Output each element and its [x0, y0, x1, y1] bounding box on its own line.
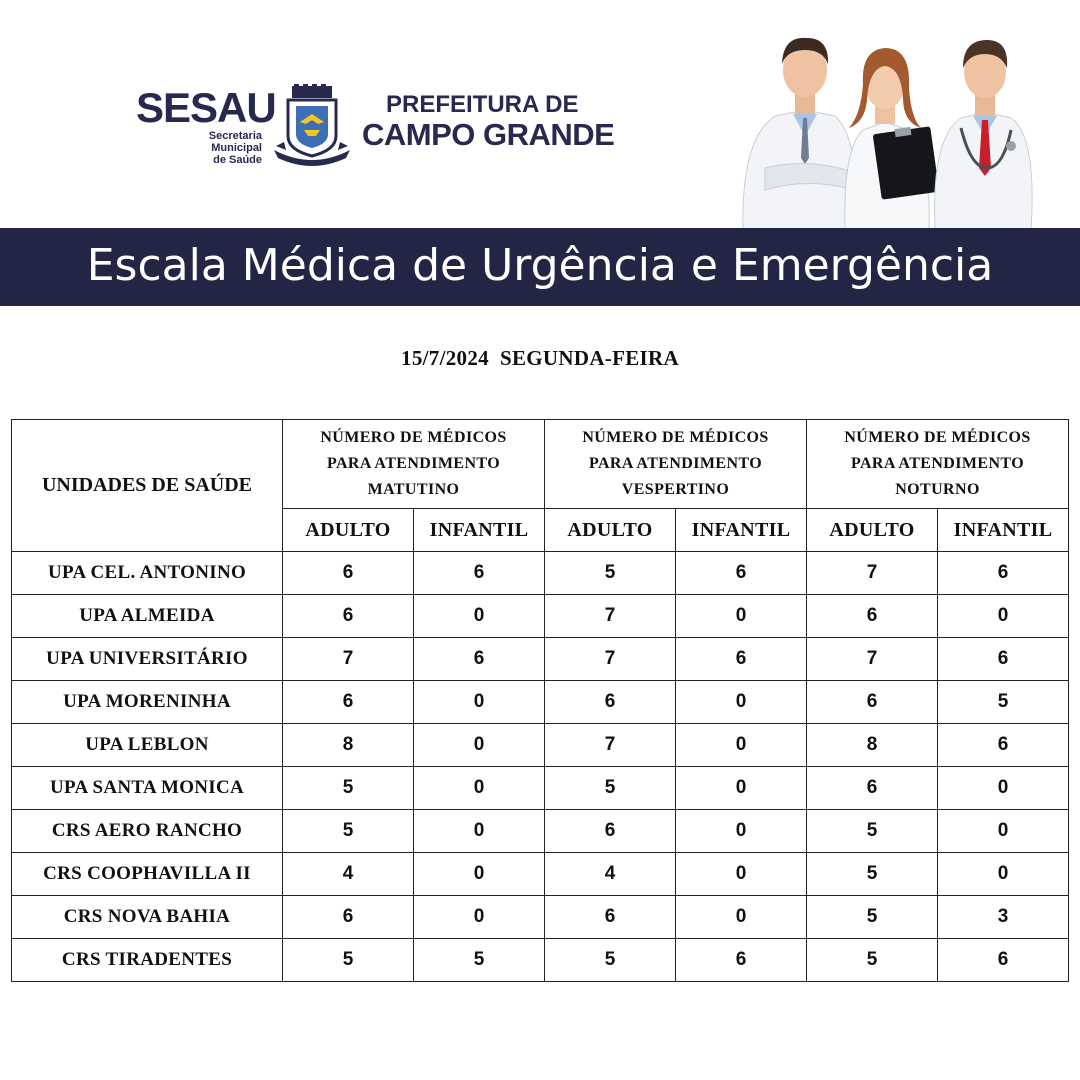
table-cell: 0	[414, 853, 545, 896]
sesau-subtitle	[160, 130, 262, 166]
table-cell: 7	[545, 724, 676, 767]
table-cell: 5	[807, 896, 938, 939]
group-header-line: PARA ATENDIMENTO	[588, 455, 763, 472]
table-row	[12, 595, 1069, 638]
table-cell: 6	[414, 552, 545, 595]
table-cell: 0	[938, 810, 1069, 853]
table-cell: 0	[676, 681, 807, 724]
table-cell: 5	[545, 552, 676, 595]
group-header-matutino	[283, 420, 545, 509]
unit-name: UPA LEBLON	[12, 724, 283, 767]
prefeitura-line1: PREFEITURA DE	[386, 91, 579, 118]
table-cell: 0	[414, 724, 545, 767]
unit-name: UPA SANTA MONICA	[12, 767, 283, 810]
group-header-vespertino	[545, 420, 807, 509]
table-cell: 0	[414, 681, 545, 724]
table-cell: 6	[938, 939, 1069, 982]
table-cell: 0	[676, 896, 807, 939]
prefeitura-logo	[362, 92, 614, 152]
schedule-table	[11, 419, 1069, 982]
unit-name: UPA CEL. ANTONINO	[12, 552, 283, 595]
table-cell: 6	[283, 595, 414, 638]
table-cell: 0	[938, 595, 1069, 638]
table-row	[12, 638, 1069, 681]
table-cell: 0	[676, 767, 807, 810]
table-cell: 6	[938, 638, 1069, 681]
sesau-subtitle-line2: de Saúde	[213, 154, 262, 166]
table-cell: 5	[545, 939, 676, 982]
table-cell: 6	[807, 595, 938, 638]
sub-header-infantil: INFANTIL	[938, 509, 1069, 552]
sub-header-adulto: ADULTO	[283, 509, 414, 552]
group-header-line: NOTURNO	[895, 481, 980, 498]
sub-header-infantil: INFANTIL	[414, 509, 545, 552]
sesau-subtitle-line1: Secretaria Municipal	[208, 130, 262, 154]
table-cell: 6	[807, 767, 938, 810]
unit-name: CRS NOVA BAHIA	[12, 896, 283, 939]
table-cell: 5	[807, 853, 938, 896]
page-title: Escala Médica de Urgência e Emergência	[86, 240, 994, 291]
table-cell: 6	[807, 681, 938, 724]
table-row	[12, 724, 1069, 767]
table-cell: 8	[807, 724, 938, 767]
group-header-noturno	[807, 420, 1069, 509]
table-cell: 5	[807, 810, 938, 853]
table-cell: 7	[545, 638, 676, 681]
table-cell: 5	[807, 939, 938, 982]
table-cell: 0	[414, 810, 545, 853]
schedule-date: 15/7/2024 SEGUNDA-FEIRA	[401, 346, 679, 370]
table-cell: 0	[676, 595, 807, 638]
table-row	[12, 552, 1069, 595]
table-cell: 0	[414, 595, 545, 638]
unit-name: UPA MORENINHA	[12, 681, 283, 724]
table-cell: 6	[676, 552, 807, 595]
table-cell: 5	[283, 939, 414, 982]
table-cell: 6	[283, 552, 414, 595]
table-cell: 4	[283, 853, 414, 896]
table-cell: 0	[676, 853, 807, 896]
table-cell: 6	[414, 638, 545, 681]
sub-header-infantil: INFANTIL	[676, 509, 807, 552]
table-row	[12, 939, 1069, 982]
table-header-row	[12, 420, 1069, 509]
page-header	[0, 0, 1080, 228]
table-cell: 6	[545, 896, 676, 939]
group-header-line: NÚMERO DE MÉDICOS	[582, 429, 769, 446]
unit-name: UPA UNIVERSITÁRIO	[12, 638, 283, 681]
table-cell: 0	[676, 724, 807, 767]
table-cell: 7	[545, 595, 676, 638]
table-row	[12, 810, 1069, 853]
unit-name: CRS AERO RANCHO	[12, 810, 283, 853]
group-header-line: PARA ATENDIMENTO	[850, 455, 1025, 472]
table-cell: 7	[283, 638, 414, 681]
table-row	[12, 896, 1069, 939]
table-cell: 7	[807, 552, 938, 595]
table-cell: 0	[938, 767, 1069, 810]
unit-name: CRS COOPHAVILLA II	[12, 853, 283, 896]
table-cell: 3	[938, 896, 1069, 939]
table-cell: 0	[938, 853, 1069, 896]
table-cell: 0	[676, 810, 807, 853]
doctors-photo	[735, 18, 1045, 230]
unit-name: UPA ALMEIDA	[12, 595, 283, 638]
sesau-logo-text: SESAU	[136, 84, 276, 131]
campo-grande-crest-icon	[272, 84, 352, 166]
table-cell: 6	[676, 939, 807, 982]
table-row	[12, 681, 1069, 724]
sesau-logo	[136, 84, 276, 166]
group-header-line: PARA ATENDIMENTO	[326, 455, 501, 472]
table-row	[12, 853, 1069, 896]
prefeitura-line2: CAMPO GRANDE	[362, 117, 615, 152]
table-cell: 5	[545, 767, 676, 810]
table-cell: 6	[283, 896, 414, 939]
table-cell: 6	[676, 638, 807, 681]
group-header-line: MATUTINO	[367, 481, 460, 498]
group-header-line: NÚMERO DE MÉDICOS	[320, 429, 507, 446]
unit-name: CRS TIRADENTES	[12, 939, 283, 982]
group-header-line: NÚMERO DE MÉDICOS	[844, 429, 1031, 446]
table-row	[12, 767, 1069, 810]
table-cell: 8	[283, 724, 414, 767]
group-header-line: VESPERTINO	[621, 481, 730, 498]
table-cell: 5	[283, 767, 414, 810]
table-cell: 6	[545, 810, 676, 853]
unit-column-header: UNIDADES DE SAÚDE	[12, 420, 283, 552]
table-cell: 6	[938, 552, 1069, 595]
table-cell: 5	[414, 939, 545, 982]
table-cell: 0	[414, 896, 545, 939]
table-cell: 6	[283, 681, 414, 724]
table-cell: 7	[807, 638, 938, 681]
sub-header-adulto: ADULTO	[545, 509, 676, 552]
table-cell: 6	[545, 681, 676, 724]
table-cell: 5	[283, 810, 414, 853]
title-banner	[0, 228, 1080, 306]
table-cell: 6	[938, 724, 1069, 767]
table-cell: 5	[938, 681, 1069, 724]
sub-header-adulto: ADULTO	[807, 509, 938, 552]
table-cell: 4	[545, 853, 676, 896]
table-cell: 0	[414, 767, 545, 810]
